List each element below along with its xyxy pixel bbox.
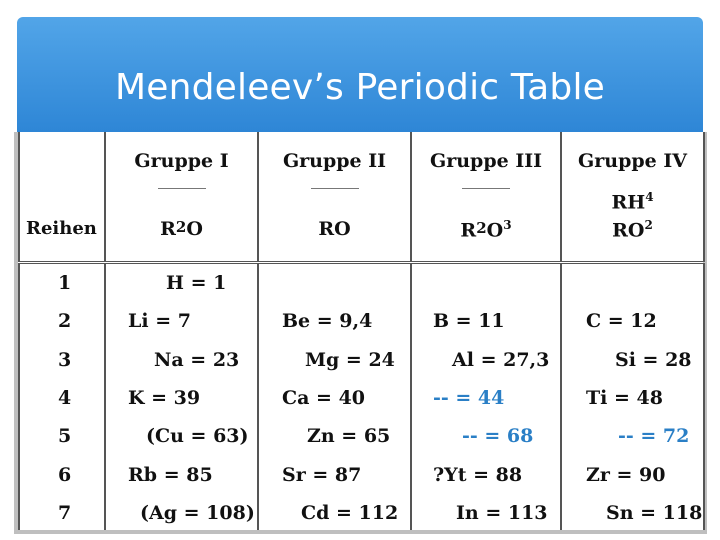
element-cell: (Cu = 63) [105, 417, 258, 455]
row-number: 2 [19, 302, 105, 340]
oxide-formula: $RO^2$ [612, 218, 653, 242]
element-cell: K = 39 [105, 379, 258, 417]
element-cell: H = 1 [105, 262, 258, 302]
hydride-formula: $RH^4$ [611, 190, 654, 214]
element-cell: Mg = 24 [258, 341, 411, 379]
row-number: 1 [19, 262, 105, 302]
element-cell: Ti = 48 [561, 379, 704, 417]
oxide-formula: RO [318, 218, 351, 240]
header-group-4 [561, 132, 704, 262]
group-name: Gruppe II [282, 150, 387, 172]
row-number: 3 [19, 341, 105, 379]
table-row [19, 379, 704, 417]
periodic-table [18, 132, 705, 532]
element-cell: Na = 23 [105, 341, 258, 379]
element-cell [258, 262, 411, 302]
element-cell: (Ag = 108) [105, 494, 258, 532]
element-cell: B = 11 [411, 302, 561, 340]
table-row [19, 262, 704, 302]
oxide-formula: R2O [160, 218, 203, 240]
element-cell-unknown: -- = 44 [411, 379, 561, 417]
table-row [19, 455, 704, 493]
element-cell: ?Yt = 88 [411, 455, 561, 493]
title-banner [17, 17, 703, 132]
element-cell: Sn = 118 [561, 494, 704, 532]
element-cell: Li = 7 [105, 302, 258, 340]
element-cell [411, 262, 561, 302]
element-cell: Zr = 90 [561, 455, 704, 493]
header-group-2 [258, 132, 411, 262]
group-name: Gruppe I [134, 150, 229, 172]
element-cell: Sr = 87 [258, 455, 411, 493]
row-number: 7 [19, 494, 105, 532]
row-number: 4 [19, 379, 105, 417]
group-name: Gruppe III [430, 150, 542, 172]
table-row [19, 341, 704, 379]
header-group-3 [411, 132, 561, 262]
element-cell: Rb = 85 [105, 455, 258, 493]
oxide-formula: $R2O^3$ [460, 218, 512, 242]
frame-bottom-border [14, 530, 707, 534]
reihen-label: Reihen [26, 218, 97, 239]
header-group-1 [105, 132, 258, 262]
placeholder-dash [311, 188, 359, 189]
element-cell: Zn = 65 [258, 417, 411, 455]
element-cell-unknown: -- = 72 [561, 417, 704, 455]
table-row [19, 417, 704, 455]
header-row [19, 132, 704, 262]
element-cell: Be = 9,4 [258, 302, 411, 340]
element-cell: Al = 27,3 [411, 341, 561, 379]
row-number: 5 [19, 417, 105, 455]
group-name: Gruppe IV [578, 150, 687, 172]
slide-title: Mendeleev’s Periodic Table [114, 67, 606, 108]
table-row [19, 302, 704, 340]
row-number: 6 [19, 455, 105, 493]
header-reihen-cell [19, 132, 105, 262]
element-cell-unknown: -- = 68 [411, 417, 561, 455]
element-cell: Cd = 112 [258, 494, 411, 532]
placeholder-dash [462, 188, 510, 189]
table-row [19, 494, 704, 532]
placeholder-dash [158, 188, 206, 189]
element-cell: C = 12 [561, 302, 704, 340]
element-cell [561, 262, 704, 302]
element-cell: Ca = 40 [258, 379, 411, 417]
element-cell: Si = 28 [561, 341, 704, 379]
element-cell: In = 113 [411, 494, 561, 532]
